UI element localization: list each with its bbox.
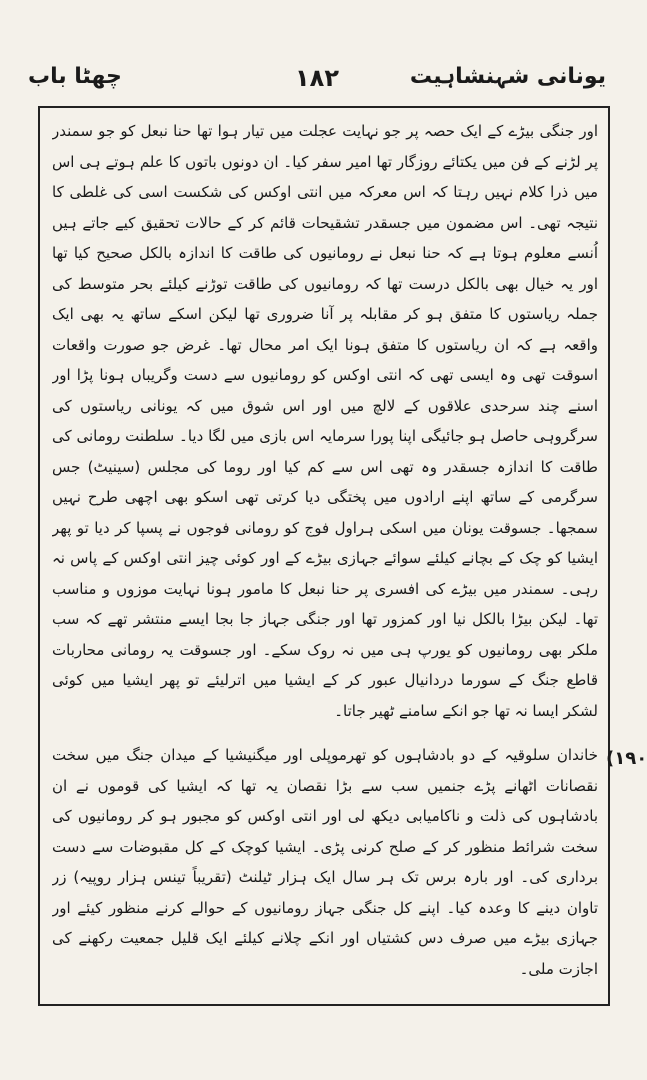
text-frame xyxy=(38,106,610,1006)
margin-page-reference: (۱۹۰ xyxy=(606,748,647,769)
body-text xyxy=(52,116,598,994)
paragraph-2: خاندان سلوقیہ کے دو بادشاہوں کو تھرموپلی اور میگنیشیا کے میدان جنگ میں سخت نقصانات اٹھانے پڑے جنمیں سب سے بڑا نقصان یہ تھا کہ ایشیا کی قوموں نے ان بادشاہوں کی ذلت و ناکامیابی دیکھ لی اور انتی اوکس کو مجبور ہو کر رومانیوں کی سخت شرائط منظور کر کے صلح کرنی پڑی۔ ایشیا کوچک کے کل مقبوضات سے دست برداری کی۔ اور بارہ برس تک ہر سال ایک ہزار ٹیلنٹ (تقریباً تینس ہزار روپیہ) زر تاوان دینے کا وعدہ کیا۔ اپنے کل جنگی جہاز رومانیوں کے حوالے کرنے منظور کیئے اور جہازی بیڑے میں صرف دس کشتیاں اور انکے چلانے کیلئے ایک قلیل جمعیت رکھنے کی اجازت ملی۔ xyxy=(52,746,598,978)
chapter-title: چھٹا باب xyxy=(28,64,122,89)
paragraph-1: اور جنگی بیڑے کے ایک حصہ پر جو نہایت عجلت میں تیار ہوا تھا حنا نبعل کو جو سمندر پر لڑنے کے فن میں یکتائے روزگار تھا امیر سفر کیا۔ ان دونوں باتوں کا علم ہوتے ہی اس میں ذرا کلام نہیں رہتا کہ اس معرکہ میں انتی اوکس کی شکست اسی کی غلطی کا نتیجہ تھی۔ اس مضمون میں جسقدر تشقیحات قائم کر کے حالات تحقیق کیے جاتے ہیں اُنسے معلوم ہوتا ہے کہ حنا نبعل نے رومانیوں کی طاقت کا اندازہ بالکل صحیح کیا تھا اور یہ خیال بھی بالکل درست تھا کہ رومانیوں کی طاقت توڑنے کیلئے بحر متوسط کی جملہ ریاستوں کا متفق ہو کر مقابلہ پر آنا ضروری تھا لیکن اسکے ساتھ یہ بھی ایک واقعہ ہے کہ ان ریاستوں کا متفق ہونا ایک امر محال تھا۔ غرض جو صورت واقعات اسوقت تھی وہ ایسی تھی کہ انتی اوکس کو رومانیوں سے دست وگریباں ہونا پڑا اور اسنے چند سرحدی علاقوں کے لالچ میں اور اس شوق میں کہ یونانی ریاستوں کی سرگروہی حاصل ہو جائیگی اپنا پورا سرمایہ اس بازی میں لگا دیا۔ سلطنت رومانی کی طاقت کا اندازہ جسقدر وہ تھی اس سے کم کیا اور روما کی مجلس (سینیٹ) جس سرگرمی کے ساتھ اپنے ارادوں میں پختگی دیا کرتی تھی اسکو بھی اچھی طرح نہیں سمجھا۔ جسوقت یونان میں اسکی ہراول فوج کو رومانی فوجوں نے پسپا کر دیا تو پھر ایشیا کو چک کے بچانے کیلئے سوائے جہازی بیڑے کے اور کوئی چیز انتی اوکس کے پاس نہ رہی۔ سمندر میں بیڑے کی افسری پر حنا نبعل کا مامور ہونا نہایت موزوں و مناسب تھا۔ لیکن بیڑا بالکل نیا اور کمزور تھا اور جنگی جہاز جا بجا ایسے منتشر تھے کہ سب ملکر بھی رومانیوں کو یورپ ہی میں نہ روک سکے۔ اور جسوقت یہ رومانی محاربات قاطع جنگ کے سورما دردانیال عبور کر کے ایشیا میں اترلیئے تو پھر ایشیا میں کوئی لشکر ایسا نہ تھا جو انکے سامنے ٹھیر جاتا۔ xyxy=(52,122,598,720)
page-number: ۱۸۲ xyxy=(295,64,339,92)
running-header xyxy=(28,64,606,98)
book-title: یونانی شہنشاہیت xyxy=(409,64,606,89)
